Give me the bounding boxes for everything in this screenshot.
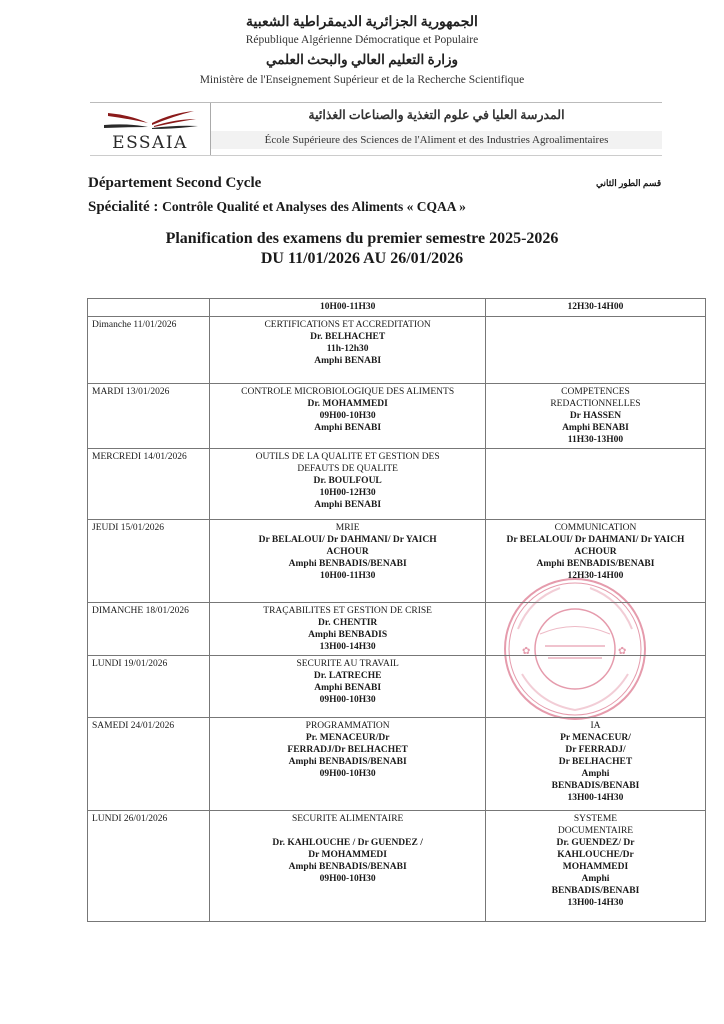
course-title: COMPETENCES [561,387,630,397]
exam-day: DIMANCHE 18/01/2026 [88,603,210,656]
course-title: CERTIFICATIONS ET ACCREDITATION [264,320,431,330]
afternoon-exam-cell [485,811,705,922]
afternoon-exam-cell [485,718,705,811]
morning-exam-cell [210,520,486,603]
course-title: SECURITE ALIMENTAIRE [291,814,404,824]
exam-detail: BENBADIS/BENABI [551,886,640,896]
exam-detail: 10H00-11H30 [319,571,376,581]
exam-detail: Amphi BENABI [314,356,382,366]
course-title: TRAÇABILITES ET GESTION DE CRISE [263,606,432,616]
exam-detail: Amphi BENABI [314,423,382,433]
spacer [214,825,481,837]
exam-detail: Dr FERRADJ/ [565,745,626,755]
logo-text: ESSAIA [112,133,188,153]
course-title: IA [590,721,601,731]
essaia-logo [90,103,211,155]
exam-detail: ACHOUR [326,547,369,557]
exam-detail: Amphi [581,769,610,779]
republic-french: République Algérienne Démocratique et Populaire [245,34,479,46]
course-title: OUTILS DE LA QUALITE ET GESTION DES [255,452,440,462]
ministry-arabic: وزارة التعليم العالي والبحث العلمي [265,52,459,67]
exam-detail: Amphi BENBADIS/BENABI [288,862,407,872]
header-day [88,299,210,317]
exam-detail: ACHOUR [574,547,617,557]
course-title: CONTROLE MICROBIOLOGIQUE DES ALIMENTS [241,387,455,397]
afternoon-exam-cell [485,656,705,718]
course-title: PROGRAMMATION [305,721,390,731]
course-title: REDACTIONNELLES [550,399,641,409]
exam-detail: Dr BELALOUI/ Dr DAHMANI/ Dr YAICH [506,535,685,545]
exam-detail: Amphi BENBADIS/BENABI [288,559,407,569]
exam-detail: Amphi BENABI [562,423,629,433]
table-row [88,656,706,718]
morning-exam-cell [210,603,486,656]
afternoon-exam-cell [485,449,705,520]
course-title: SYSTEME [573,814,618,824]
table-row [88,718,706,811]
exam-detail: Dr. GUENDEZ/ Dr [556,838,635,848]
morning-exam-cell [210,449,486,520]
republic-arabic: الجمهورية الجزائرية الديمقراطية الشعبية [246,15,478,30]
exam-detail: Amphi BENBADIS/BENABI [288,757,407,767]
course-title: MRIE [335,523,360,533]
afternoon-exam-cell [485,317,705,384]
course-title: DOCUMENTAIRE [557,826,634,836]
afternoon-exam-cell [485,603,705,656]
morning-exam-cell [210,718,486,811]
logo-swoosh-icon [100,107,200,133]
exam-detail: FERRADJ/Dr BELHACHET [287,745,408,755]
table-row [88,449,706,520]
exam-day: LUNDI 19/01/2026 [88,656,210,718]
exam-detail: 09H00-10H30 [319,411,376,421]
exam-detail: Amphi BENABI [314,500,382,510]
ministry-french: Ministère de l'Enseignement Supérieur et de la Recherche Scientifique [199,74,525,86]
course-title: DEFAUTS DE QUALITE [297,464,398,474]
course-title: COMMUNICATION [554,523,637,533]
exam-detail: Dr MOHAMMEDI [308,850,387,860]
school-banner [90,102,662,156]
department-label-arabic: قسم الطور الثاني [596,178,662,188]
table-row [88,317,706,384]
specialty-line [88,199,466,216]
exam-detail: Amphi BENBADIS/BENABI [536,559,655,569]
morning-exam-cell [210,656,486,718]
exam-day: Dimanche 11/01/2026 [88,317,210,384]
table-header-row [88,299,706,317]
exam-detail: Pr MENACEUR/ [560,733,631,743]
morning-exam-cell [210,317,486,384]
afternoon-exam-cell [485,520,705,603]
table-row [88,603,706,656]
exam-day: LUNDI 26/01/2026 [88,811,210,922]
exam-detail: Amphi BENABI [314,683,382,693]
exam-detail: Dr. LATRECHE [313,671,382,681]
schedule-date-range: DU 11/01/2026 AU 26/01/2026 [260,250,464,267]
exam-detail: 13H00-14H30 [319,642,376,652]
exam-detail: 09H00-10H30 [319,769,376,779]
table-row [88,811,706,922]
exam-detail: Dr. CHENTIR [318,618,378,628]
exam-detail: Pr. MENACEUR/Dr [305,733,390,743]
exam-detail: Dr. BELHACHET [310,332,386,342]
specialty-name: Contrôle Qualité et Analyses des Aliments « CQAA » [162,199,466,214]
school-name-arabic: المدرسة العليا في علوم التغذية والصناعات الغذائية [308,108,565,122]
department-label: Département Second Cycle [88,175,262,191]
exam-detail: Dr. KAHLOUCHE / Dr GUENDEZ / [272,838,423,848]
morning-exam-cell [210,384,486,449]
school-name-french: École Supérieure des Sciences de l'Aliment et des Industries Agroalimentaires [211,131,662,149]
exam-detail: Amphi BENBADIS [308,630,388,640]
exam-detail: 09H00-10H30 [319,874,376,884]
exam-detail: 13H00-14H30 [567,793,624,803]
exam-detail: MOHAMMEDI [562,862,629,872]
exam-detail: 13H00-14H30 [567,898,624,908]
exam-detail: Dr HASSEN [569,411,622,421]
exam-detail: Dr BELHACHET [558,757,633,767]
table-row [88,520,706,603]
table-row [88,384,706,449]
exam-schedule-table [87,298,706,922]
exam-day: SAMEDI 24/01/2026 [88,718,210,811]
exam-detail: Dr. MOHAMMEDI [307,399,388,409]
afternoon-exam-cell [485,384,705,449]
header-afternoon-slot: 12H30-14H00 [485,299,705,317]
svg-text:✿: ✿ [522,646,531,657]
exam-detail: 12H30-14H00 [567,571,624,581]
exam-detail: BENBADIS/BENABI [551,781,640,791]
exam-detail: 09H00-10H30 [319,695,376,705]
exam-detail: Amphi [581,874,610,884]
exam-day: MARDI 13/01/2026 [88,384,210,449]
exam-detail: 10H00-12H30 [319,488,376,498]
exam-detail: Dr BELALOUI/ Dr DAHMANI/ Dr YAICH [258,535,437,545]
exam-detail: 11H30-13H00 [567,435,624,445]
exam-detail: 11h-12h30 [326,344,369,354]
morning-exam-cell [210,811,486,922]
specialty-prefix: Spécialité : [88,199,163,215]
exam-day: MERCREDI 14/01/2026 [88,449,210,520]
header-morning-slot: 10H00-11H30 [210,299,486,317]
svg-text:✿: ✿ [618,646,627,657]
course-title: SECURITE AU TRAVAIL [296,659,399,669]
schedule-title: Planification des examens du premier semestre 2025-2026 [165,230,559,247]
exam-detail: Dr. BOULFOUL [313,476,382,486]
exam-detail: KAHLOUCHE/Dr [557,850,634,860]
exam-day: JEUDI 15/01/2026 [88,520,210,603]
